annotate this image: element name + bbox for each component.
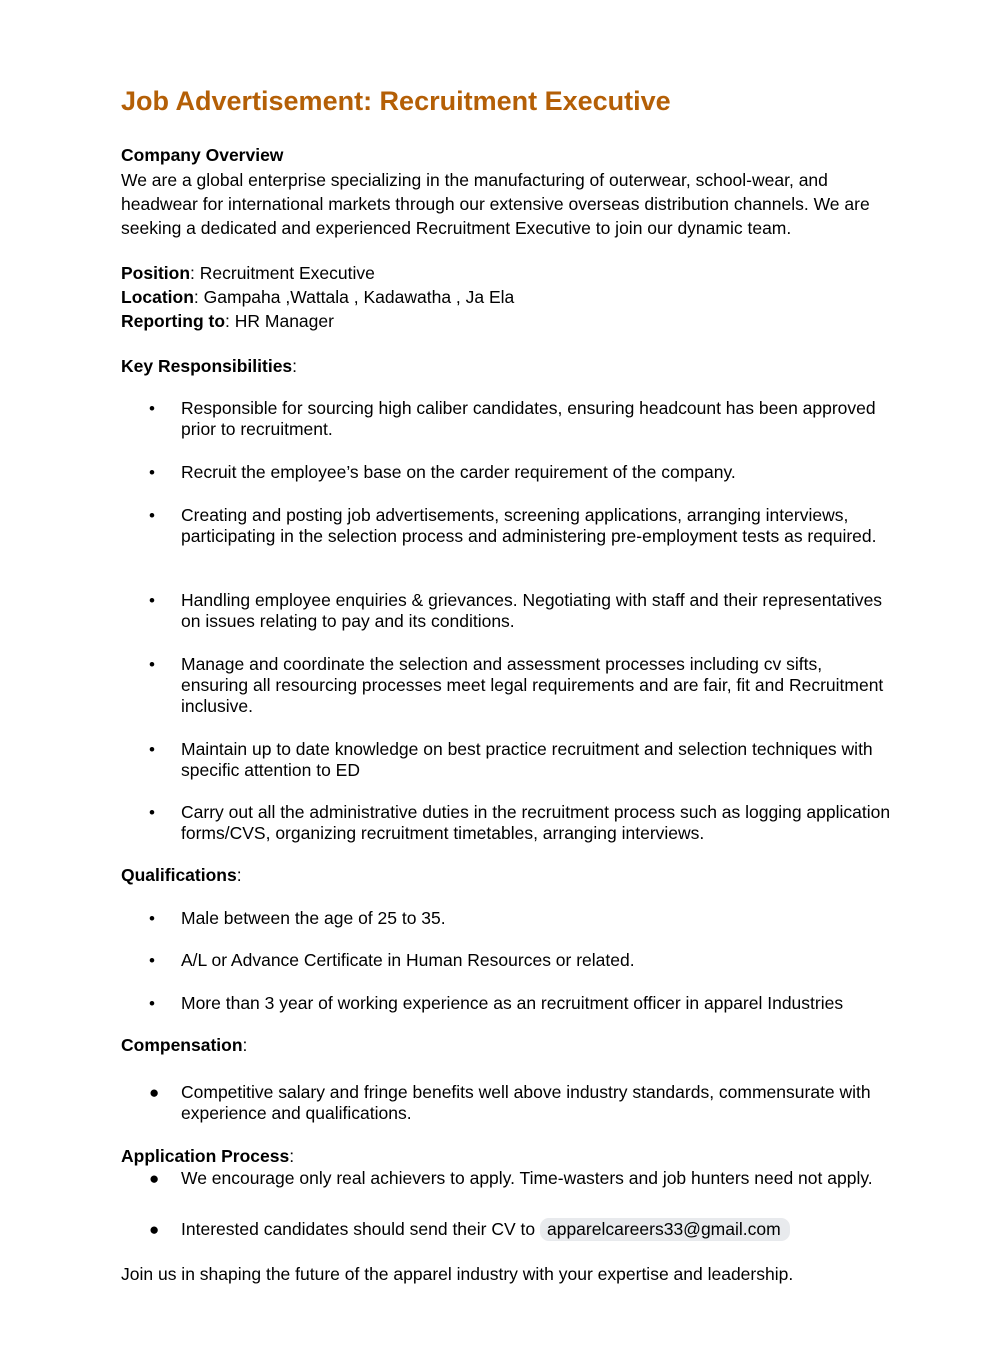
- list-item-text: Interested candidates should send their CV to: [181, 1219, 540, 1239]
- detail-value: : Recruitment Executive: [190, 263, 375, 283]
- list-item-text: We encourage only real achievers to apply. Time-wasters and job hunters need not apply.: [181, 1168, 873, 1188]
- colon: :: [289, 1146, 295, 1166]
- list-item: [121, 739, 891, 781]
- email-chip[interactable]: apparelcareers33@gmail.com: [540, 1218, 790, 1241]
- list-item-text: Competitive salary and fringe benefits well above industry standards, commensurate with experience and qualifications.: [181, 1082, 871, 1123]
- compensation-list: [121, 1082, 891, 1124]
- application-heading: [121, 1144, 294, 1168]
- bullet-icon: •: [149, 740, 155, 759]
- responsibilities-list: [121, 802, 891, 844]
- list-item: [121, 462, 891, 483]
- detail-label: Position: [121, 263, 191, 283]
- detail-value: : Gampaha ,Wattala , Kadawatha , Ja Ela: [193, 287, 515, 307]
- overview-heading: Company Overview: [121, 145, 284, 165]
- application-list: [121, 1217, 891, 1242]
- colon: :: [242, 1035, 248, 1055]
- list-item-text: Handling employee enquiries & grievances. Negotiating with staff and their representatives on issues relating to pay and its conditions.: [181, 590, 883, 631]
- list-item: [121, 908, 891, 929]
- responsibilities-list: [121, 462, 891, 483]
- list-item-text: Manage and coordinate the selection and assessment processes including cv sifts, ensuring all resourcing processes meet legal requirements and are fair, fit and Recruitment inclusive.: [181, 654, 884, 716]
- detail-reporting: [121, 309, 334, 333]
- bullet-icon: •: [149, 655, 155, 674]
- qualifications-heading: [121, 863, 242, 887]
- list-item-text: Creating and posting job advertisements, screening applications, arranging interviews, participating in the selection process and administering pre-employment tests as required.: [181, 505, 877, 546]
- responsibilities-list: [121, 654, 891, 717]
- overview-text: We are a global enterprise specializing in the manufacturing of outerwear, school-wear, and headwear for international markets through our extensive overseas distribution channels. We are seeking a dedicated and experienced Recruitment Executive to join our dynamic team.: [121, 170, 870, 238]
- list-item-text: Maintain up to date knowledge on best practice recruitment and selection techniques with specific attention to ED: [181, 739, 873, 780]
- section-heading-text: Compensation: [121, 1035, 243, 1055]
- bullet-icon: ●: [149, 1220, 160, 1239]
- list-item-text: Responsible for sourcing high caliber candidates, ensuring headcount has been approved prior to recruitment.: [181, 398, 876, 439]
- responsibilities-list: [121, 590, 891, 632]
- section-heading-text: Qualifications: [121, 865, 237, 885]
- detail-label: Reporting to: [121, 311, 226, 331]
- bullet-icon: ●: [149, 1083, 160, 1102]
- bullet-icon: •: [149, 951, 155, 970]
- bullet-icon: •: [149, 506, 155, 525]
- application-list: [121, 1166, 891, 1191]
- bullet-icon: •: [149, 463, 155, 482]
- detail-value: : HR Manager: [225, 311, 334, 331]
- list-item: [121, 950, 891, 971]
- list-item: [121, 1217, 891, 1242]
- responsibilities-heading: [121, 354, 297, 378]
- compensation-heading: [121, 1033, 247, 1057]
- list-item-text: Male between the age of 25 to 35.: [181, 908, 446, 928]
- list-item: [121, 1166, 891, 1191]
- bullet-icon: •: [149, 909, 155, 928]
- qualifications-list: [121, 908, 891, 929]
- list-item: [121, 802, 891, 844]
- list-item-text: Recruit the employee’s base on the carder requirement of the company.: [181, 462, 736, 482]
- section-heading-text: Application Process: [121, 1146, 290, 1166]
- page-title: Job Advertisement: Recruitment Executive: [121, 86, 671, 116]
- detail-position: [121, 261, 375, 285]
- detail-label: Location: [121, 287, 194, 307]
- qualifications-list: [121, 993, 891, 1014]
- bullet-icon: ●: [149, 1169, 160, 1188]
- qualifications-list: [121, 950, 891, 971]
- section-heading-text: Key Responsibilities: [121, 356, 293, 376]
- bullet-icon: •: [149, 803, 155, 822]
- colon: :: [292, 356, 298, 376]
- bullet-icon: •: [149, 399, 155, 418]
- bullet-icon: •: [149, 591, 155, 610]
- list-item: [121, 505, 891, 547]
- colon: :: [236, 865, 242, 885]
- closing-text: Join us in shaping the future of the apparel industry with your expertise and leadership.: [121, 1264, 794, 1284]
- list-item-text: A/L or Advance Certificate in Human Resources or related.: [181, 950, 635, 970]
- responsibilities-list: [121, 398, 891, 440]
- list-item: [121, 654, 891, 717]
- list-item: [121, 590, 891, 632]
- list-item-text: Carry out all the administrative duties in the recruitment process such as logging application forms/CVS, organizing recruitment timetables, arranging interviews.: [181, 802, 891, 843]
- list-item: [121, 398, 891, 440]
- list-item: [121, 1082, 891, 1124]
- detail-location: [121, 285, 514, 309]
- list-item: [121, 993, 891, 1014]
- responsibilities-list: [121, 739, 891, 781]
- responsibilities-list: [121, 505, 891, 547]
- bullet-icon: •: [149, 994, 155, 1013]
- list-item-text: More than 3 year of working experience as an recruitment officer in apparel Industries: [181, 993, 844, 1013]
